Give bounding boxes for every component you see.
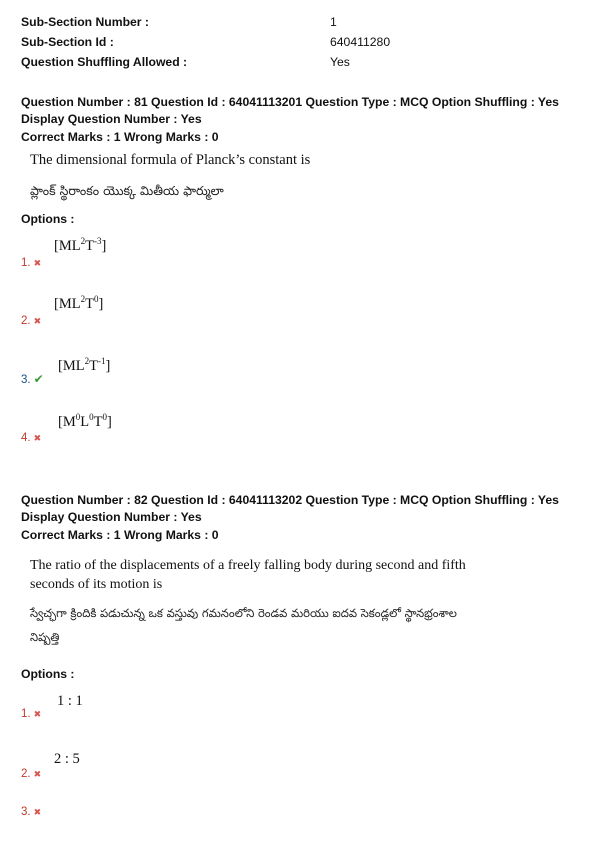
option-number: 3. — [21, 374, 31, 386]
question-shuffling-value: Yes — [330, 55, 350, 69]
question-82-option-2-text: 2 : 5 — [54, 751, 80, 767]
question-81-option-1 — [21, 257, 41, 269]
check-mark-icon: ✔ — [33, 372, 44, 386]
option-number: 1. — [21, 708, 31, 720]
question-81-header: Question Number : 81 Question Id : 64041113201 Question Type : MCQ Option Shuffling : Yes — [21, 95, 559, 109]
option-number: 2. — [21, 315, 31, 327]
option-number: 4. — [21, 432, 31, 444]
question-82-option-1-text: 1 : 1 — [57, 693, 83, 709]
question-81-text-english: The dimensional formula of Planck’s constant is — [30, 152, 311, 168]
question-82-text-english-line-1: The ratio of the displacements of a freely falling body during second and fifth — [30, 558, 466, 573]
cross-mark-icon: ✖ — [33, 709, 42, 719]
cross-mark-icon: ✖ — [33, 807, 42, 817]
cross-mark-icon: ✖ — [33, 433, 42, 443]
cross-mark-icon: ✖ — [33, 258, 42, 268]
question-81-display-number: Display Question Number : Yes — [21, 112, 202, 126]
subsection-id-label: Sub-Section Id : — [21, 35, 114, 49]
cross-mark-icon: ✖ — [33, 316, 42, 326]
subsection-number-label: Sub-Section Number : — [21, 15, 149, 29]
question-82-option-2 — [21, 768, 41, 780]
question-81-option-2-text: $[ML^2T^0]$ — [54, 294, 104, 312]
question-82-options-label: Options : — [21, 667, 75, 681]
cross-mark-icon: ✖ — [33, 769, 42, 779]
question-81-option-3-text: $[ML^2T^{-1}]$ — [58, 356, 111, 374]
question-81-text-telugu: ప్లాంక్ స్థిరాంకం యొక్క మితీయ ఫార్ములా — [30, 183, 224, 198]
question-82-display-number: Display Question Number : Yes — [21, 510, 202, 524]
option-number: 3. — [21, 806, 31, 818]
question-81-option-2 — [21, 315, 41, 327]
subsection-id-value: 640411280 — [330, 35, 391, 49]
question-82-text-telugu-line-2: నిష్పత్తి — [30, 630, 60, 644]
question-81-marks: Correct Marks : 1 Wrong Marks : 0 — [21, 130, 219, 144]
question-82-text-telugu-line-1: స్వేచ్ఛగా క్రిందికి పడుచున్న ఒక వస్తువు గమనంలోని రెండవ మరియు ఐదవ సెకండ్లలో స్థానభ్రంశాల — [30, 606, 457, 620]
subsection-number-value: 1 — [330, 15, 337, 29]
question-82-header: Question Number : 82 Question Id : 64041113202 Question Type : MCQ Option Shuffling : Yes — [21, 493, 559, 507]
question-81-options-label: Options : — [21, 212, 75, 226]
option-number: 2. — [21, 768, 31, 780]
question-shuffling-label: Question Shuffling Allowed : — [21, 55, 188, 69]
question-81-option-4 — [21, 432, 41, 444]
question-82-marks: Correct Marks : 1 Wrong Marks : 0 — [21, 528, 219, 542]
question-82-option-3 — [21, 806, 41, 818]
question-82-text-english-line-2: seconds of its motion is — [30, 577, 163, 592]
question-81-option-1-text: $[ML^2T^{-3}]$ — [54, 236, 107, 254]
question-81-option-4-text: $[M^0L^0T^0]$ — [58, 412, 112, 430]
question-82-option-1 — [21, 708, 41, 720]
option-number: 1. — [21, 257, 31, 269]
question-81-option-3 — [21, 372, 44, 386]
